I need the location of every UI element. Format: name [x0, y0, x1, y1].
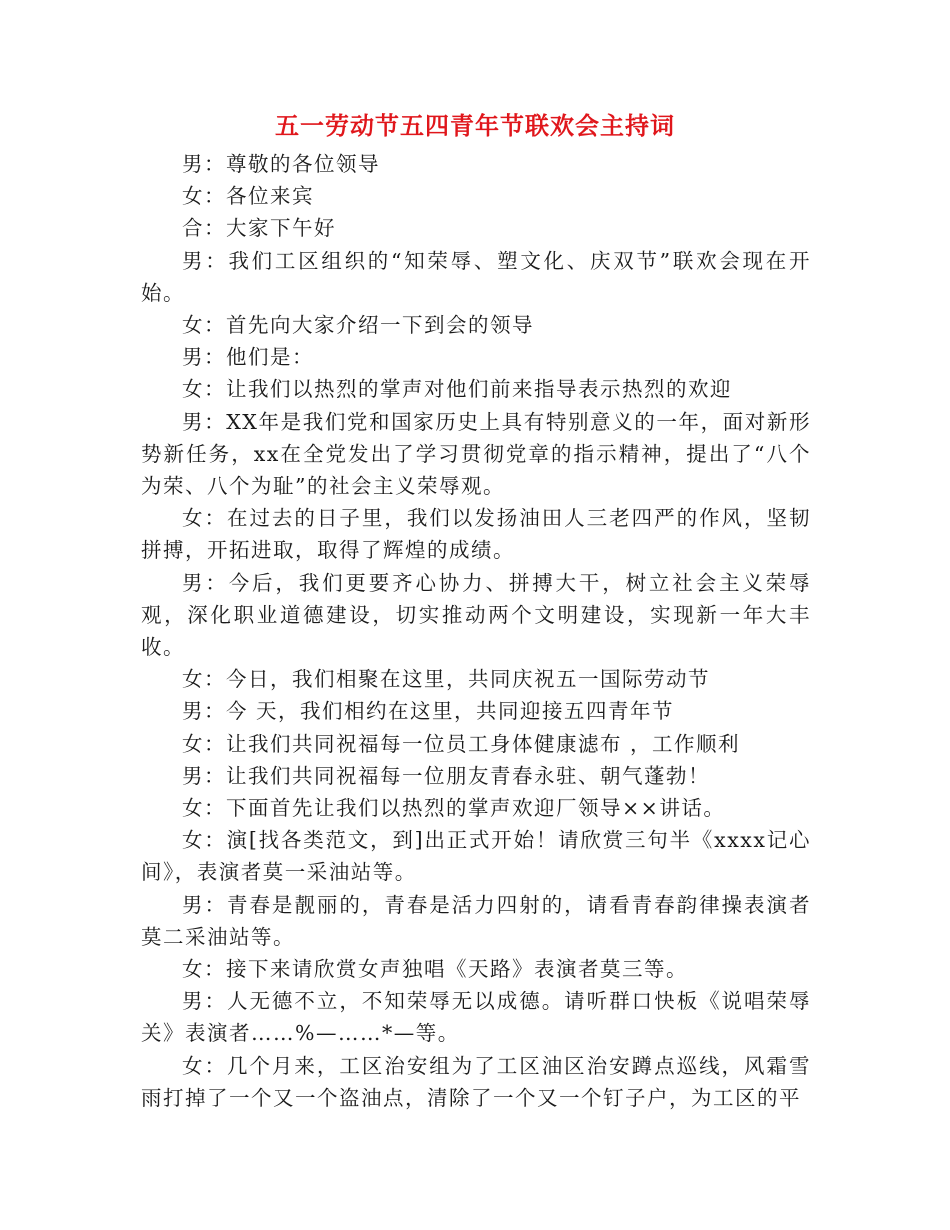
paragraph: 女：今日，我们相聚在这里，共同庆祝五一国际劳动节 [182, 667, 710, 692]
paragraph: 女：让我们共同祝福每一位员工身体健康滤布 ，工作顺利 [182, 731, 741, 756]
paragraph: 女：首先向大家介绍一下到会的领导 [182, 313, 534, 338]
paragraph: 女：接下来请欣赏女声独唱《天路》表演者莫三等。 [182, 957, 688, 982]
paragraph: 合：大家下午好 [182, 216, 336, 241]
paragraph: 男：他们是： [182, 345, 314, 370]
paragraph: 男：尊敬的各位领导 [182, 152, 380, 176]
paragraph: 男：XX年是我们党和国家历史上具有特别意义的一年，面对新形势新任务，xx在全党发出了学习贯彻党章的指示精神，提出了“八个为荣、八个为耻”的社会主义荣辱观。 [141, 409, 811, 499]
paragraph: 男：今 天，我们相约在这里，共同迎接五四青年节 [182, 699, 675, 724]
paragraph: 男：让我们共同祝福每一位朋友青春永驻、朝气蓬勃！ [182, 763, 710, 788]
paragraph: 男：今后，我们更要齐心协力、拼搏大干，树立社会主义荣辱观，深化职业道德建设，切实推动两个文明建设，实现新一年大丰收。 [141, 570, 811, 660]
paragraph: 女：在过去的日子里，我们以发扬油田人三老四严的作风，坚韧拼搏，开拓进取，取得了辉煌的成绩。 [141, 506, 811, 563]
paragraph: 女：下面首先让我们以热烈的掌声欢迎厂领导××讲话。 [182, 796, 726, 821]
paragraph: 女：几个月来，工区治安组为了工区油区治安蹲点巡线，风霜雪雨打掉了一个又一个盗油点，清除了一个又一个钉子户，为工区的平 [141, 1053, 811, 1110]
paragraph: 女：演[找各类范文，到]出正式开始！请欣赏三句半《xxxx记心间》，表演者莫一采油站等。 [141, 828, 811, 885]
paragraph: 男：人无德不立，不知荣辱无以成德。请听群口快板《说唱荣辱关》表演者……%—……*—等。 [141, 989, 811, 1046]
paragraph: 女：让我们以热烈的掌声对他们前来指导表示热烈的欢迎 [182, 377, 732, 402]
paragraph: 女：各位来宾 [182, 184, 314, 209]
paragraph: 男：我们工区组织的“知荣辱、塑文化、庆双节”联欢会现在开始。 [141, 248, 811, 305]
document-body [141, 148, 811, 1114]
document-title: 五一劳动节五四青年节联欢会主持词 [275, 111, 675, 140]
paragraph: 男：青春是靓丽的，青春是活力四射的，请看青春韵律操表演者莫二采油站等。 [141, 892, 811, 949]
